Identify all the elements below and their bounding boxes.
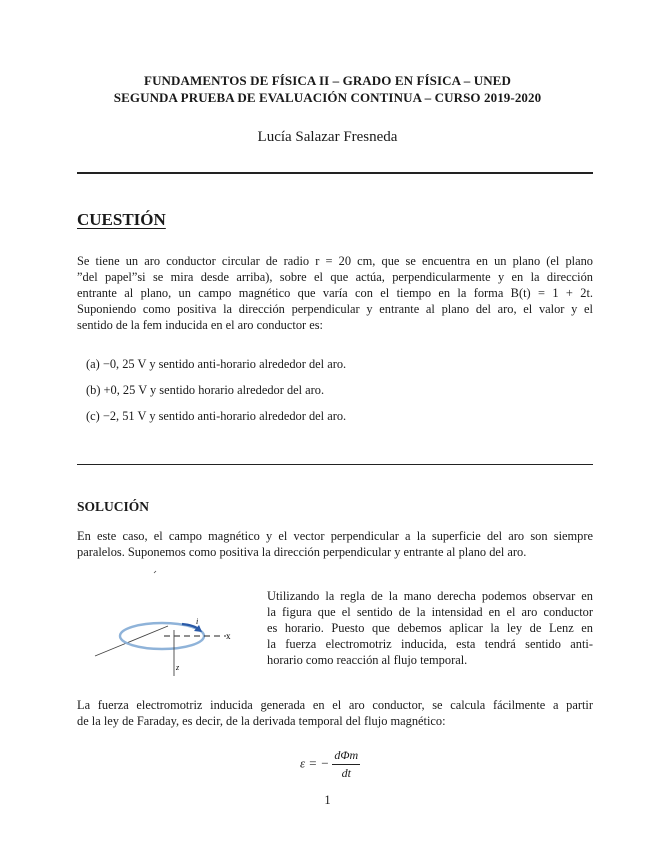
ring-figure xyxy=(90,568,250,683)
explanation-line: horario como reacción al flujo temporal. xyxy=(267,653,468,667)
question-line: Se tiene un aro conductor circular de radio r = 20 cm, que se encuentra en un plano (el plano xyxy=(77,254,593,268)
faraday-equation xyxy=(300,748,360,781)
header-test-line: SEGUNDA PRUEBA DE EVALUACIÓN CONTINUA – CURSO 2019-2020 xyxy=(113,90,542,105)
equation-numerator: dΦm xyxy=(332,748,360,765)
solution-intro-line: En este caso, el campo magnético y el vector perpendicular a la superficie del aro son siempre xyxy=(77,529,593,543)
author-name: Lucía Salazar Fresneda xyxy=(257,129,398,145)
figure-tick xyxy=(154,571,156,573)
question-line: ”del papel”si se mira desde arriba), sobre el que actúa, perpendicularmente y en la dirección xyxy=(77,270,593,284)
conductor-ring xyxy=(120,623,204,649)
equation-lhs: ε = − xyxy=(300,755,330,771)
explanation-line: es horario. Puesto que debemos aplicar la ley de Lenz en xyxy=(267,621,593,635)
solution-intro-line: paralelos. Suponemos como positiva la dirección perpendicular y entrante al plano del aro. xyxy=(77,545,527,559)
faraday-text xyxy=(77,697,593,729)
z-axis-label: z xyxy=(176,663,180,672)
question-line: sentido de la fem inducida en el aro conductor es: xyxy=(77,318,324,332)
option-a: (a) −0, 25 V y sentido anti-horario alrededor del aro. xyxy=(86,357,347,371)
option-b: (b) +0, 25 V y sentido horario alrededor del aro. xyxy=(86,383,325,397)
page-number: 1 xyxy=(324,793,331,807)
current-label: i xyxy=(196,617,199,626)
figure-explanation xyxy=(267,588,593,668)
faraday-line: de la ley de Faraday, es decir, de la derivada temporal del flujo magnético: xyxy=(77,714,446,728)
section-divider xyxy=(77,464,593,465)
option-c: (c) −2, 51 V y sentido anti-horario alrededor del aro. xyxy=(86,409,347,423)
explanation-line: Utilizando la regla de la mano derecha podemos observar en xyxy=(267,589,593,603)
equation-fraction xyxy=(332,748,360,781)
explanation-line: la fuerza electromotriz inducida, esta tendrá sentido anti- xyxy=(267,637,593,651)
solution-intro xyxy=(77,528,593,560)
question-text xyxy=(77,253,593,333)
explanation-line: la figura que el sentido de la intensidad en el aro conductor xyxy=(267,605,593,619)
question-heading: CUESTIÓN xyxy=(77,210,166,229)
diagonal-axis xyxy=(95,626,168,656)
header-rule xyxy=(77,172,593,174)
equation-denominator: dt xyxy=(341,766,351,780)
x-axis-label: x xyxy=(226,631,231,641)
solution-heading: SOLUCIÓN xyxy=(77,499,150,514)
question-line: Suponiendo como positiva la dirección perpendicular y entrante al plano del aro, el valor y el xyxy=(77,302,593,316)
header-course-line: FUNDAMENTOS DE FÍSICA II – GRADO EN FÍSICA – UNED xyxy=(144,73,511,88)
faraday-line: La fuerza electromotriz inducida generada en el aro conductor, se calcula fácilmente a partir xyxy=(77,698,593,712)
question-line: entrante al plano, un campo magnético que varía con el tiempo en la forma B(t) = 1 + 2t. xyxy=(77,286,593,300)
